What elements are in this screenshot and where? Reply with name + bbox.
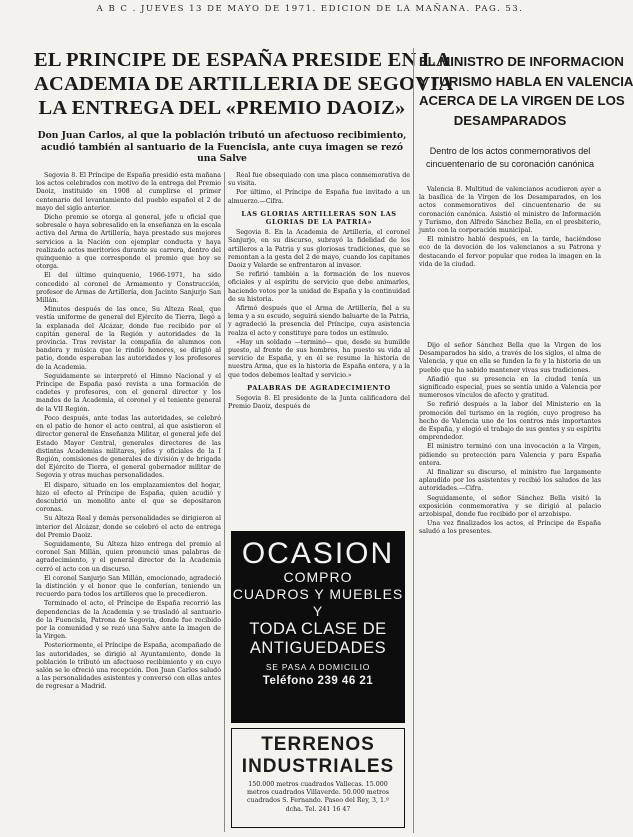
main-subheadline: Don Juan Carlos, al que la población tributó un afectuoso recibimiento, acudió también al santuario de la Fuencisla, ante cuya imagen se rezó una Salve [37, 130, 407, 164]
right-article-column [419, 342, 601, 837]
column-divider [224, 172, 225, 832]
article-paragraph: Seguidamente se interpretó el Himno Nacional y el Príncipe de España pasó revista a una formación de cadetes y profesores, con el general director y los mandos de la Academia, el coronel y el teniente general de la VII Región. [36, 372, 221, 413]
section-heading: LAS GLORIAS ARTILLERAS SON LAS GLORIAS DE LA PATRIA» [241, 209, 397, 227]
main-article-column-2 [228, 172, 410, 528]
right-headline-line: EL MINISTRO DE INFORMACION [419, 54, 624, 69]
article-paragraph: El ministro habló después, en la tarde, haciéndose eco de la devoción de los valencianos a su Patrona y destacando el fervor popular que rodea la imagen en la vida de la ciudad. [419, 236, 601, 268]
right-headline-line: DESAMPARADOS [453, 112, 567, 128]
main-headline [34, 48, 454, 120]
article-paragraph: Dicho premio se otorga al general, jefe u oficial que sobresale o haya sobresalido en la enseñanza en la escala activa del Arma de Artillería, haya prestado sus mejores servicios a la Nación con ejemplar conducta y haya realizado actos meritorios durante su carrera, dentro del quinquenio a que corresponde el premio que hoy se otorga. [36, 214, 221, 271]
ad-body: 150.000 metros cuadrados Vallecas. 15.000 metros cuadrados Villaverde. 50.000 metros cuadrados S. Fernando. Paseo del Rey, 3, 1.º dcha. Tel. 241 16 47 [246, 781, 390, 813]
ad-headline: TERRENOS [261, 734, 375, 755]
ocasion-advertisement [231, 531, 405, 723]
main-headline-line: LA ENTREGA DEL «PREMIO DAOIZ» [38, 97, 406, 119]
article-paragraph: Añadió que su presencia en la ciudad tenía un significado especial, pues se sentía unido a Valencia por numerosos vínculos de afecto y gratitud. [419, 375, 601, 400]
article-paragraph: Posteriormente, el Príncipe de España, acompañado de las autoridades, se dirigió al Ayuntamiento, donde la población le tributó un afectuoso recibimiento y en cuyo salón se le ofreció una recepción. Don Juan Carlos saludó a las personalidades asistentes y conversó con ellas antes de regresar a Madrid. [36, 642, 221, 691]
right-headline-line: ACERCA DE LA VIRGEN DE LOS [419, 93, 625, 108]
section-heading: PALABRAS DE AGRADECIMIENTO [247, 383, 391, 392]
column-divider [413, 48, 414, 833]
article-paragraph: Terminado el acto, el Príncipe de España recorrió las dependencias de la Academia y se trasladó al santuario de la Fuencisla, Patrona de Segovia, donde fue recibido por la comunidad y se rezó una Salve ante la imagen de la Virgen. [36, 600, 221, 641]
article-paragraph: El disparo, situado en los emplazamientos del hogar, hizo el efecto al Príncipe de España, quien acudió y descubrió un monolito ante el que se depositaron coronas. [36, 481, 221, 514]
article-paragraph: Valencia 8. Multitud de valencianos acudieron ayer a la basílica de la Virgen de los Desamparados, en los actos conmemorativos del cincuentenario de su coronación canónica. Asistió el ministro de Información y Turismo, don Alfredo Sánchez Bella, en el presbiterio, junto con la corporación municipal. [419, 186, 601, 235]
terrenos-advertisement [231, 728, 405, 828]
article-paragraph: Real fue obsequiado con una placa conmemorativa de su visita. [228, 172, 410, 188]
main-headline-line: ACADEMIA DE ARTILLERIA DE SEGOVIA [34, 73, 454, 95]
article-paragraph: Por último, el Príncipe de España fue invitado a un almuerzo.—Cifra. [228, 189, 410, 205]
article-paragraph: Segovia 8. El presidente de la Junta calificadora del Premio Daoiz, después de [228, 395, 410, 411]
article-paragraph: Seguidamente, Su Alteza hizo entrega del premio al coronel San Millán, quien pronunció unas palabras de agradecimiento, y el general director de la Academia cerró el acto con un discurso. [36, 540, 221, 573]
ad-line: ANTIGUEDADES [249, 639, 387, 657]
main-headline-line: EL PRINCIPE DE ESPAÑA PRESIDE EN LA [34, 49, 451, 71]
ad-phone-number: 239 46 21 [317, 675, 374, 687]
article-paragraph: Se refirió también a la formación de los nuevos oficiales y al espíritu de servicio que debe animarles, haciendo votos por la unidad de España y la continuidad de su historia. [228, 271, 410, 303]
article-paragraph: Dijo el señor Sánchez Bella que la Virgen de los Desamparados ha sido, a través de los siglos, el alma de Valencia, y que en ella se funden la fe y la historia de un pueblo que ha sabido mantener vivas sus tradiciones. [419, 342, 601, 374]
ad-headline: INDUSTRIALES [241, 756, 395, 777]
ad-phone-label: Teléfono [262, 675, 314, 687]
ad-line: CUADROS Y MUEBLES [232, 586, 404, 602]
article-paragraph: Segovia 8. En la Academia de Artillería, el coronel Sanjurjo, en su discurso, subrayó la fidelidad de los artilleros a la Patria y sus gloriosas tradiciones, que se remontan a la gesta del 2 de mayo, cuando los capitanes Daoiz y Velarde se enfrentaron al invasor. [228, 229, 410, 270]
article-paragraph: Se refirió después a la labor del Ministerio en la promoción del turismo en la región, cuyo progreso ha hecho de Valencia uno de los centros más importantes de España, y elogió el trabajo de sus gentes y su espíritu emprendedor. [419, 401, 601, 442]
right-subheadline: Dentro de los actos conmemorativos del cincuentenario de su coronación canónica [425, 146, 595, 169]
main-article-column-1 [36, 172, 221, 837]
article-paragraph: «Hay un soldado —terminó— que, desde su humilde puesto, al frente de sus hombres, ha puesto su vida al servicio de España, y en él se resume la historia de nuestra Arma, que es la historia de España entera, y a la que todos debemos lealtad y servicio.» [228, 338, 410, 379]
article-paragraph: Una vez finalizados los actos, el Príncipe de España saludó a los presentes. [419, 520, 601, 536]
right-headline [419, 52, 633, 130]
right-headline-line: Y TURISMO HABLA EN VALENCIA [419, 73, 633, 89]
article-paragraph: Afirmó después que el Arma de Artillería, fiel a su lema y a su escudo, seguirá siendo baluarte de la Patria, y agradeció la presencia del Príncipe, cuya asistencia realza el acto y constituye para todos un estímulo. [228, 305, 410, 337]
ad-line: TODA CLASE DE [249, 620, 387, 638]
right-article-intro [419, 186, 601, 342]
article-paragraph: Minutos después de las once, Su Alteza Real, que vestía uniforme de general del Ejército de Tierra, llegó a la explanada del Alcázar, donde fue recibido por el capitán general de la Región y autoridades de la provincia. Tras revistar la compañía de alumnos con bandera y música que le rindió honores, se dirigió al patio, donde esperaban las autoridades y los profesores de la Academia. [36, 306, 221, 371]
article-paragraph: El ministro terminó con una invocación a la Virgen, pidiendo su protección para Valencia y para España entera. [419, 443, 601, 467]
article-paragraph: Segovia 8. El Príncipe de España presidió esta mañana los actos celebrados con motivo de la entrega del Premio Daoiz, instituido en 1908 al cumplirse el primer centenario del levantamiento del pueblo español el 2 de mayo del siglo anterior. [36, 172, 221, 212]
ad-headline: OCASION [241, 537, 395, 570]
page-header: A B C . JUEVES 13 DE MAYO DE 1971. EDICION DE LA MAÑANA. PAG. 53. [96, 4, 524, 14]
ad-phone [231, 675, 405, 687]
article-paragraph: Seguidamente, el señor Sánchez Bella visitó la exposición conmemorativa y se dirigió al palacio arzobispal, donde fue recibido por el arzobispo. [419, 494, 601, 519]
ad-line: Y [312, 603, 324, 619]
ad-line: COMPRO [283, 569, 353, 585]
article-paragraph: El coronel Sanjurjo San Millán, emocionado, agradeció la distinción y el honor que le conferían, teniendo un recuerdo para todos los artilleros que le precedieron. [36, 574, 221, 599]
article-paragraph: Al finalizar su discurso, el ministro fue largamente aplaudido por los asistentes y recibió los saludos de las autoridades.—Cifra. [419, 469, 601, 493]
article-paragraph: Su Alteza Real y demás personalidades se dirigieron al interior del Alcázar, donde se celebró el acto de entrega del Premio Daoiz. [36, 515, 221, 539]
article-paragraph: El del último quinquenio, 1966-1971, ha sido concedido al coronel de Armamento y Construcción, profesor de Armas de Artillería, don Jacinto Sanjurjo San Millán. [36, 272, 221, 305]
article-paragraph: Poco después, ante todas las autoridades, se celebró en el patio de honor el acto central, al que asistieron el director general de Enseñanza Militar, el general jefe del Estado Mayor Central, generales directores de las distintas Academias militares, jefes y oficiales de la I Región, comisiones de generales de división y de brigada del Ejército de Tierra, el general gobernador militar de Segovia y otras muchas personalidades. [36, 414, 221, 480]
ad-small-text: SE PASA A DOMICILIO [265, 662, 371, 672]
